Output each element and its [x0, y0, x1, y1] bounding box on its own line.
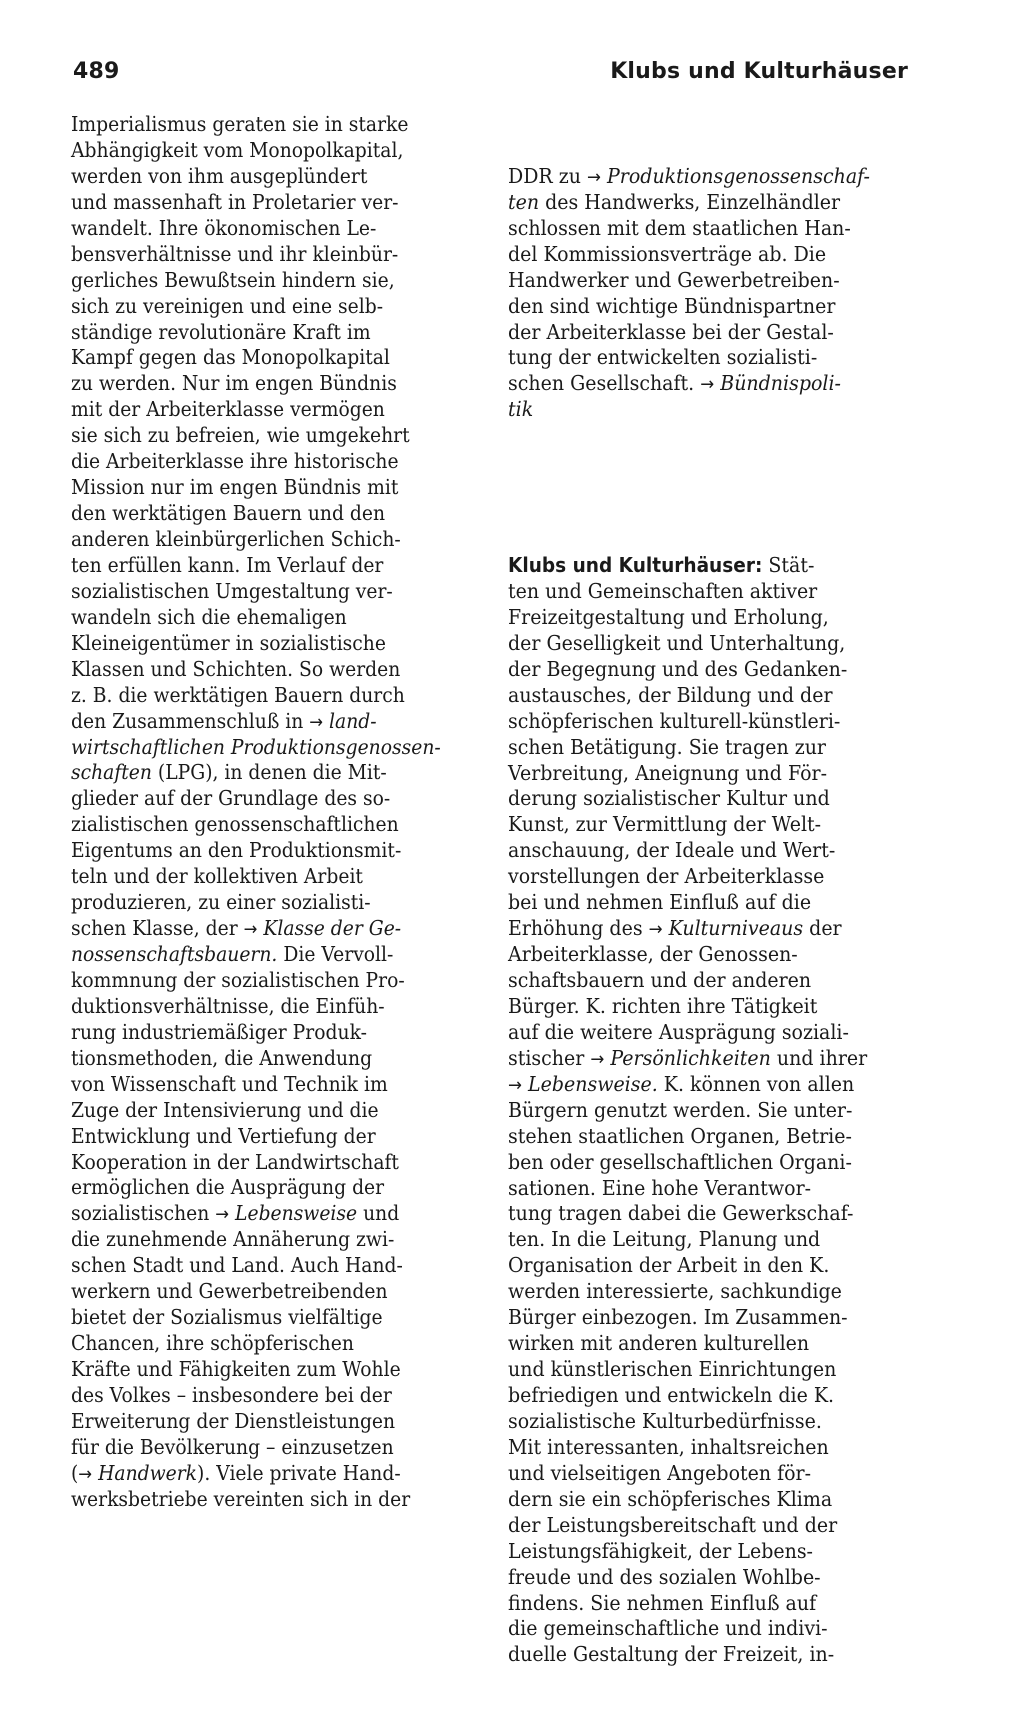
- text-line: [508, 1513, 870, 1539]
- text-run: den sind wichtige Bündnispartner: [508, 293, 836, 318]
- text-run: gerliches Bewußtsein hindern sie,: [71, 267, 395, 292]
- text-line: [508, 1020, 870, 1046]
- text-run: (LPG), in denen die Mit-: [151, 760, 387, 785]
- text-line: [71, 1331, 441, 1357]
- text-line: [508, 1383, 870, 1409]
- cross-reference-arrow: →: [243, 919, 258, 941]
- text-run: bei und nehmen Einfluß auf die: [508, 890, 812, 915]
- page-number: 489: [73, 59, 120, 84]
- text-line: [508, 605, 870, 631]
- text-line: [508, 1409, 870, 1435]
- text-line: [508, 968, 870, 994]
- text-line: [71, 1383, 441, 1409]
- text-line: [71, 1124, 441, 1150]
- text-run: wandelt. Ihre ökonomischen Le-: [71, 215, 377, 240]
- cross-reference-term: Lebensweise: [235, 1201, 358, 1226]
- text-run: Handwerker und Gewerbetreiben-: [508, 267, 840, 292]
- text-run: Die Vervoll-: [277, 942, 394, 966]
- text-line: [71, 709, 441, 735]
- text-run: DDR zu: [508, 163, 588, 188]
- text-run: teln und der kollektiven Arbeit: [71, 864, 363, 889]
- cross-reference-term: Produktionsgenossenschaf-: [607, 163, 870, 188]
- left-column: [71, 112, 476, 1513]
- text-line: [71, 1487, 441, 1513]
- text-run: dern sie ein schöpferisches Klima: [508, 1486, 833, 1511]
- text-line: [508, 294, 870, 320]
- entry-headword: Klubs und Kulturhäuser:: [508, 553, 763, 578]
- text-run: del Kommissionsverträge ab. Die: [508, 241, 827, 266]
- text-line: [508, 812, 870, 838]
- text-run: Bürgern genutzt werden. Sie unter-: [508, 1097, 853, 1122]
- text-run: befriedigen und entwickeln die K.: [508, 1383, 835, 1408]
- text-run: schen Stadt und Land. Auch Hand-: [71, 1253, 403, 1278]
- text-line: [71, 164, 441, 190]
- text-line: [508, 164, 870, 190]
- text-run: der Geselligkeit und Unterhaltung,: [508, 630, 846, 655]
- text-line: [71, 631, 441, 657]
- text-line: [508, 371, 870, 397]
- cross-reference-arrow: →: [508, 1074, 522, 1096]
- entry-separator: [508, 475, 899, 501]
- text-line: [71, 916, 441, 942]
- text-run: bensverhältnisse und ihr kleinbür-: [71, 241, 399, 266]
- text-line: [508, 268, 870, 294]
- text-run: Abhängigkeit vom Monopolkapital,: [71, 137, 404, 162]
- entry-klubs-und-kulturhaeuser: [508, 553, 899, 1668]
- text-run: Kunst, zur Vermittlung der Welt-: [508, 812, 822, 837]
- text-line: [71, 1175, 441, 1201]
- text-line: [71, 760, 441, 786]
- text-run: von Wissenschaft und Technik im: [71, 1071, 388, 1096]
- text-run: Freizeitgestaltung und Erholung,: [508, 604, 829, 629]
- text-line: [71, 553, 441, 579]
- text-line: [508, 709, 870, 735]
- text-run: des Volkes – insbesondere bei der: [71, 1382, 392, 1407]
- cross-reference-term: nossenschaftsbauern.: [71, 942, 278, 966]
- text-line: [71, 1046, 441, 1072]
- text-run: derung sozialistischer Kultur und: [508, 786, 830, 811]
- text-line: [71, 216, 441, 242]
- text-line: [71, 527, 441, 553]
- text-line: [508, 890, 870, 916]
- cross-reference-term: Kulturniveaus: [668, 916, 804, 941]
- text-line: [71, 838, 441, 864]
- text-line: [508, 786, 870, 812]
- text-line: [508, 190, 870, 216]
- text-run: anschauung, der Ideale und Wert-: [508, 838, 836, 863]
- cross-reference-term: Lebensweise.: [528, 1071, 658, 1096]
- text-run: sich zu vereinigen und eine selb-: [71, 293, 384, 318]
- text-line: [508, 994, 870, 1020]
- text-run: Erhöhung des: [508, 916, 649, 941]
- text-run: sationen. Eine hohe Verantwor-: [508, 1175, 812, 1200]
- text-line: [508, 553, 870, 579]
- text-run: werden von ihm ausgeplündert: [71, 163, 368, 188]
- text-run: ständige revolutionäre Kraft im: [71, 319, 371, 344]
- text-line: [508, 1461, 870, 1487]
- text-run: schen Betätigung. Sie tragen zur: [508, 734, 827, 759]
- text-line: [71, 605, 441, 631]
- cross-reference-arrow: →: [648, 919, 663, 941]
- text-line: [508, 1305, 870, 1331]
- text-run: austausches, der Bildung und der: [508, 682, 833, 707]
- text-line: [71, 1072, 441, 1098]
- text-run: Arbeiterklasse, der Genossen-: [508, 942, 798, 967]
- text-line: [71, 1357, 441, 1383]
- text-line: [71, 579, 441, 605]
- text-run: ben oder gesellschaftlichen Organi-: [508, 1149, 852, 1174]
- text-line: [508, 1227, 870, 1253]
- text-line: [508, 216, 870, 242]
- text-line: [71, 1150, 441, 1176]
- cross-reference-arrow: →: [309, 711, 324, 733]
- text-run: mit der Arbeiterklasse vermögen: [71, 397, 385, 422]
- cross-reference-arrow: →: [590, 1048, 605, 1070]
- text-run: bietet der Sozialismus vielfältige: [71, 1305, 383, 1330]
- text-run: die gemeinschaftliche und indivi-: [508, 1616, 828, 1641]
- text-line: [508, 916, 870, 942]
- text-run: und: [357, 1201, 400, 1226]
- text-run: werden interessierte, sachkundige: [508, 1279, 842, 1304]
- text-line: [71, 1435, 441, 1461]
- running-head: Klubs und Kulturhäuser: [610, 59, 908, 84]
- text-run: und ihrer: [770, 1045, 868, 1070]
- text-run: die Arbeiterklasse ihre historische: [71, 449, 399, 474]
- text-line: [508, 735, 870, 761]
- text-line: [71, 1253, 441, 1279]
- text-run: schen Klasse, der: [71, 916, 244, 941]
- text-line: [71, 449, 441, 475]
- text-line: [508, 1487, 870, 1513]
- text-line: [71, 1409, 441, 1435]
- text-line: [71, 475, 441, 501]
- text-run: und künstlerischen Einrichtungen: [508, 1357, 837, 1382]
- text-run: Mit interessanten, inhaltsreichen: [508, 1434, 829, 1459]
- text-line: [508, 397, 870, 423]
- text-run: für die Bevölkerung – einzusetzen: [71, 1434, 394, 1459]
- cross-reference-arrow: →: [587, 166, 601, 188]
- text-run: ten und Gemeinschaften aktiver: [508, 578, 818, 603]
- cross-reference-term: land-: [329, 708, 377, 733]
- text-run: der Arbeiterklasse bei der Gestal-: [508, 319, 834, 344]
- text-run: den Zusammenschluß in: [71, 708, 310, 733]
- cross-reference-term: Klasse der Ge-: [263, 916, 402, 941]
- text-line: [508, 683, 870, 709]
- text-run: rung industriemäßiger Produk-: [71, 1019, 367, 1044]
- text-line: [508, 1150, 870, 1176]
- text-run: schlossen mit dem staatlichen Han-: [508, 215, 851, 240]
- text-line: [71, 812, 441, 838]
- text-line: [71, 994, 441, 1020]
- text-line: [508, 1591, 870, 1617]
- text-run: K. können von allen: [657, 1071, 855, 1096]
- text-line: [508, 838, 870, 864]
- text-line: [71, 657, 441, 683]
- text-run: auf die weitere Ausprägung soziali-: [508, 1019, 849, 1044]
- continued-entry: [508, 164, 899, 423]
- text-run: (: [71, 1460, 79, 1485]
- text-line: [71, 968, 441, 994]
- text-line: [71, 1305, 441, 1331]
- cross-reference-term: ten: [508, 189, 540, 214]
- text-line: [71, 1020, 441, 1046]
- cross-reference-term: Bündnispoli-: [720, 371, 841, 396]
- text-line: [71, 112, 441, 138]
- text-line: [71, 864, 441, 890]
- text-run: Organisation der Arbeit in den K.: [508, 1253, 830, 1278]
- text-run: Kleineigentümer in sozialistische: [71, 630, 386, 655]
- text-run: schaftsbauern und der anderen: [508, 968, 812, 993]
- text-line: [71, 786, 441, 812]
- text-run: Zuge der Intensivierung und die: [71, 1097, 379, 1122]
- text-line: [508, 1565, 870, 1591]
- text-run: findens. Sie nehmen Einfluß auf: [508, 1590, 817, 1615]
- text-run: ten. In die Leitung, Planung und: [508, 1227, 821, 1252]
- cross-reference-arrow: →: [700, 374, 715, 396]
- text-run: Verbreitung, Aneignung und För-: [508, 760, 827, 785]
- cross-reference-arrow: →: [78, 1463, 93, 1485]
- text-run: wirken mit anderen kulturellen: [508, 1331, 810, 1356]
- text-run: wandeln sich die ehemaligen: [71, 604, 347, 629]
- text-run: stischer: [508, 1045, 591, 1070]
- text-run: freude und des sozialen Wohlbe-: [508, 1564, 821, 1589]
- text-line: [71, 397, 441, 423]
- text-run: duelle Gestaltung der Freizeit, in-: [508, 1642, 835, 1667]
- text-line: [508, 942, 870, 968]
- text-line: [71, 190, 441, 216]
- text-run: Eigentums an den Produktionsmit-: [71, 838, 402, 863]
- text-line: [71, 1279, 441, 1305]
- cross-reference-term: tik: [508, 397, 534, 422]
- text-run: sozialistischen: [71, 1201, 216, 1226]
- text-line: [71, 890, 441, 916]
- cross-reference-arrow: →: [215, 1204, 230, 1226]
- text-run: schen Gesellschaft.: [508, 371, 701, 396]
- text-line: [508, 1357, 870, 1383]
- text-run: Stät-: [762, 553, 815, 578]
- text-run: glieder auf der Grundlage des so-: [71, 786, 391, 811]
- text-line: [508, 1279, 870, 1305]
- cross-reference-term: schaften: [71, 760, 152, 785]
- text-line: [71, 1461, 441, 1487]
- text-line: [508, 579, 870, 605]
- text-run: der Begegnung und des Gedanken-: [508, 656, 848, 681]
- text-run: sozialistischen Umgestaltung ver-: [71, 578, 393, 603]
- text-run: Bürger einbezogen. Im Zusammen-: [508, 1305, 848, 1330]
- text-run: produzieren, zu einer sozialisti-: [71, 890, 371, 915]
- text-line: [71, 268, 441, 294]
- text-run: ten erfüllen kann. Im Verlauf der: [71, 552, 384, 577]
- cross-reference-term: Persönlichkeiten: [610, 1045, 771, 1070]
- text-run: und massenhaft in Proletarier ver-: [71, 189, 399, 214]
- text-run: ermöglichen die Ausprägung der: [71, 1175, 385, 1200]
- text-line: [71, 371, 441, 397]
- text-run: werksbetriebe vereinten sich in der: [71, 1486, 411, 1511]
- text-run: tung der entwickelten sozialisti-: [508, 345, 818, 370]
- right-column: [508, 112, 899, 1720]
- text-run: der Leistungsbereitschaft und der: [508, 1512, 838, 1537]
- text-line: [71, 1227, 441, 1253]
- text-run: und vielseitigen Angeboten för-: [508, 1460, 812, 1485]
- text-run: ). Viele private Hand-: [197, 1460, 401, 1485]
- text-line: [508, 1253, 870, 1279]
- text-run: sie sich zu befreien, wie umgekehrt: [71, 423, 410, 448]
- text-run: Kampf gegen das Monopolkapital: [71, 345, 390, 370]
- text-run: der: [803, 916, 842, 941]
- text-line: [71, 294, 441, 320]
- text-line: [508, 1201, 870, 1227]
- text-run: Klassen und Schichten. So werden: [71, 656, 401, 681]
- text-run: z. B. die werktätigen Bauern durch: [71, 682, 405, 707]
- text-line: [71, 942, 441, 968]
- text-run: tung tragen dabei die Gewerkschaf-: [508, 1201, 854, 1226]
- text-run: Leistungsfähigkeit, der Lebens-: [508, 1538, 813, 1563]
- text-run: Imperialismus geraten sie in starke: [71, 112, 409, 136]
- text-run: Kooperation in der Landwirtschaft: [71, 1149, 399, 1174]
- text-run: Entwicklung und Vertiefung der: [71, 1123, 376, 1148]
- text-line: [508, 1616, 870, 1642]
- text-run: werkern und Gewerbetreibenden: [71, 1279, 388, 1304]
- text-run: Kräfte und Fähigkeiten zum Wohle: [71, 1357, 401, 1381]
- text-run: tionsmethoden, die Anwendung: [71, 1045, 373, 1070]
- text-line: [508, 657, 870, 683]
- text-line: [508, 1642, 870, 1668]
- text-line: [508, 1072, 870, 1098]
- text-run: zialistischen genossenschaftlichen: [71, 812, 399, 837]
- text-run: des Handwerks, Einzelhändler: [539, 189, 841, 214]
- text-run: anderen kleinbürgerlichen Schich-: [71, 527, 401, 551]
- text-line: [508, 1539, 870, 1565]
- text-run: Erweiterung der Dienstleistungen: [71, 1408, 396, 1433]
- text-line: [71, 683, 441, 709]
- text-line: [508, 631, 870, 657]
- text-line: [71, 138, 441, 164]
- text-run: die zunehmende Annäherung zwi-: [71, 1227, 395, 1252]
- text-line: [71, 423, 441, 449]
- text-run: stehen staatlichen Organen, Betrie-: [508, 1123, 852, 1148]
- text-line: [508, 320, 870, 346]
- text-line: [508, 761, 870, 787]
- text-line: [508, 1124, 870, 1150]
- text-run: kommnung der sozialistischen Pro-: [71, 967, 405, 992]
- text-line: [508, 1098, 870, 1124]
- text-run: zu werden. Nur im engen Bündnis: [71, 371, 397, 396]
- text-line: [71, 501, 441, 527]
- text-line: [508, 864, 870, 890]
- text-run: Chancen, ihre schöpferischen: [71, 1331, 354, 1356]
- text-line: [508, 345, 870, 371]
- text-run: duktionsverhältnisse, die Einfüh-: [71, 993, 385, 1018]
- text-line: [71, 320, 441, 346]
- text-run: schöpferischen kulturell-künstleri-: [508, 708, 841, 733]
- text-line: [71, 345, 441, 371]
- text-line: [508, 242, 870, 268]
- text-line: [508, 1331, 870, 1357]
- text-line: [508, 1176, 870, 1202]
- text-line: [508, 1046, 870, 1072]
- text-line: [71, 1098, 441, 1124]
- text-run: den werktätigen Bauern und den: [71, 501, 386, 526]
- text-line: [71, 735, 441, 761]
- text-line: [71, 242, 441, 268]
- cross-reference-term: Handwerk: [98, 1460, 198, 1485]
- text-run: sozialistische Kulturbedürfnisse.: [508, 1408, 822, 1433]
- cross-reference-term: wirtschaftlichen Produktionsgenossen-: [71, 734, 441, 759]
- text-line: [71, 1201, 441, 1227]
- text-run: Mission nur im engen Bündnis mit: [71, 475, 399, 500]
- text-run: Bürger. K. richten ihre Tätigkeit: [508, 993, 818, 1018]
- text-line: [508, 1435, 870, 1461]
- text-run: vorstellungen der Arbeiterklasse: [508, 864, 825, 889]
